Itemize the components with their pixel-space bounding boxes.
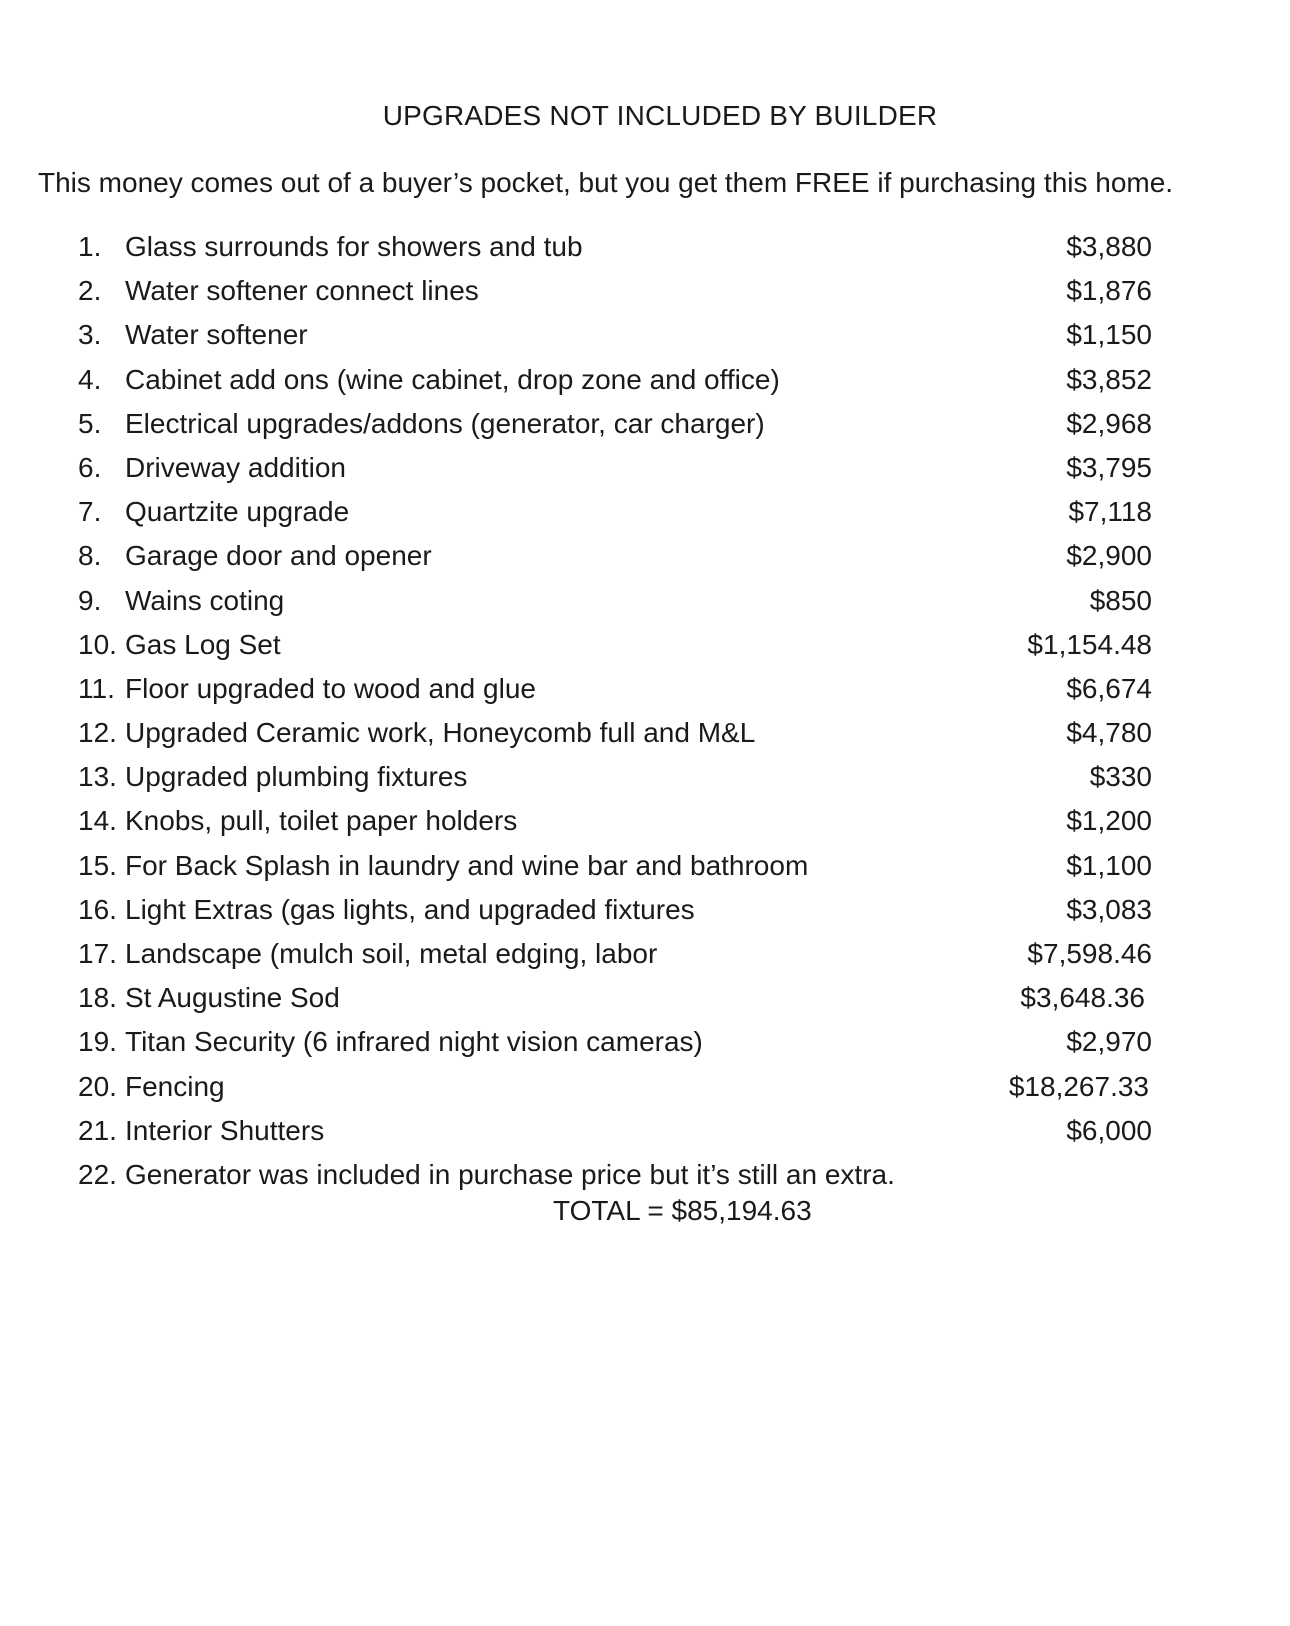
intro-text: This money comes out of a buyer’s pocket, but you get them FREE if purchasing this home.	[38, 167, 1174, 198]
item-label: Wains coting	[125, 584, 285, 616]
item-number: 5.	[78, 407, 102, 439]
item-label: Floor upgraded to wood and glue	[125, 672, 536, 704]
item-number: 18.	[78, 982, 117, 1014]
document-title: UPGRADES NOT INCLUDED BY BUILDER	[382, 100, 938, 131]
list-item	[78, 1109, 1152, 1153]
item-amount: $1,154.48	[1027, 628, 1152, 660]
item-label: Generator was included in purchase price but it’s still an extra.	[125, 1158, 895, 1190]
item-number: 11.	[78, 672, 115, 704]
item-number: 4.	[78, 363, 102, 395]
item-amount: $2,970	[1066, 1026, 1152, 1058]
item-label: Gas Log Set	[125, 628, 281, 660]
list-item	[78, 623, 1152, 667]
item-label: Water softener connect lines	[125, 275, 479, 307]
item-amount: $3,880	[1066, 231, 1152, 262]
item-label: Cabinet add ons (wine cabinet, drop zone and office)	[125, 363, 780, 395]
list-item	[78, 1020, 1152, 1064]
list-item	[78, 976, 1152, 1020]
item-number: 19.	[78, 1026, 117, 1058]
item-number: 16.	[78, 893, 117, 925]
total-line: TOTAL = $85,194.63	[553, 1195, 812, 1226]
list-item	[78, 1153, 1152, 1197]
list-item	[78, 313, 1152, 357]
item-label: St Augustine Sod	[125, 982, 340, 1014]
item-number: 13.	[78, 761, 117, 793]
item-label: Titan Security (6 infrared night vision cameras)	[125, 1026, 703, 1058]
item-number: 3.	[78, 319, 102, 351]
item-label: Electrical upgrades/addons (generator, car charger)	[125, 407, 765, 439]
item-label: Interior Shutters	[125, 1114, 325, 1146]
item-amount: $3,648.36	[1020, 982, 1145, 1014]
list-item	[78, 446, 1152, 490]
item-number: 12.	[78, 717, 117, 749]
list-item	[78, 490, 1152, 534]
item-number: 7.	[78, 496, 102, 528]
item-label: Upgraded Ceramic work, Honeycomb full and M&L	[125, 717, 756, 749]
list-item	[78, 358, 1152, 402]
item-number: 8.	[78, 540, 102, 572]
item-amount: $18,267.33	[1008, 1070, 1149, 1102]
item-label: For Back Splash in laundry and wine bar and bathroom	[125, 849, 809, 881]
item-number: 14.	[78, 805, 117, 837]
list-item	[78, 888, 1152, 932]
item-number: 2.	[78, 275, 102, 307]
list-item	[78, 799, 1152, 843]
list-item	[78, 667, 1152, 711]
item-number: 9.	[78, 584, 102, 616]
item-label: Light Extras (gas lights, and upgraded fixtures	[125, 893, 695, 925]
item-amount: $7,598.46	[1027, 938, 1152, 969]
item-amount: $6,000	[1066, 1114, 1152, 1146]
item-amount: $1,100	[1066, 849, 1152, 881]
item-label: Landscape (mulch soil, metal edging, labor	[125, 938, 658, 969]
list-item	[78, 402, 1152, 446]
item-label: Knobs, pull, toilet paper holders	[125, 805, 518, 837]
list-item	[78, 269, 1152, 313]
item-label: Fencing	[125, 1070, 225, 1102]
item-amount: $4,780	[1066, 717, 1152, 749]
upgrades-list	[78, 225, 1152, 1197]
list-item	[78, 844, 1152, 888]
item-amount: $330	[1089, 761, 1152, 793]
item-number: 21.	[78, 1114, 117, 1146]
item-label: Quartzite upgrade	[125, 496, 350, 528]
item-label: Driveway addition	[125, 451, 346, 483]
item-label: Glass surrounds for showers and tub	[125, 231, 583, 262]
item-label: Water softener	[125, 319, 308, 351]
item-number: 1.	[78, 231, 102, 262]
item-amount: $3,083	[1066, 893, 1152, 925]
item-amount: $850	[1089, 584, 1152, 616]
item-number: 6.	[78, 451, 102, 483]
item-number: 20.	[78, 1070, 117, 1102]
list-item	[78, 932, 1152, 976]
item-amount: $2,900	[1066, 540, 1152, 572]
item-amount: $1,876	[1066, 275, 1152, 307]
item-number: 22.	[78, 1158, 117, 1190]
item-amount: $1,150	[1066, 319, 1152, 351]
item-amount: $7,118	[1068, 496, 1152, 528]
item-amount: $3,795	[1066, 451, 1152, 483]
list-item	[78, 711, 1152, 755]
list-item	[78, 1065, 1152, 1109]
list-item	[78, 534, 1152, 578]
item-amount: $1,200	[1066, 805, 1152, 837]
item-amount: $3,852	[1066, 363, 1152, 395]
item-number: 10.	[78, 628, 117, 660]
item-amount: $6,674	[1066, 672, 1152, 704]
item-number: 15.	[78, 849, 117, 881]
item-amount: $2,968	[1066, 407, 1152, 439]
list-item	[78, 579, 1152, 623]
list-item	[78, 225, 1152, 269]
item-number: 17.	[78, 938, 117, 969]
item-label: Upgraded plumbing fixtures	[125, 761, 468, 793]
item-label: Garage door and opener	[125, 540, 432, 572]
list-item	[78, 755, 1152, 799]
